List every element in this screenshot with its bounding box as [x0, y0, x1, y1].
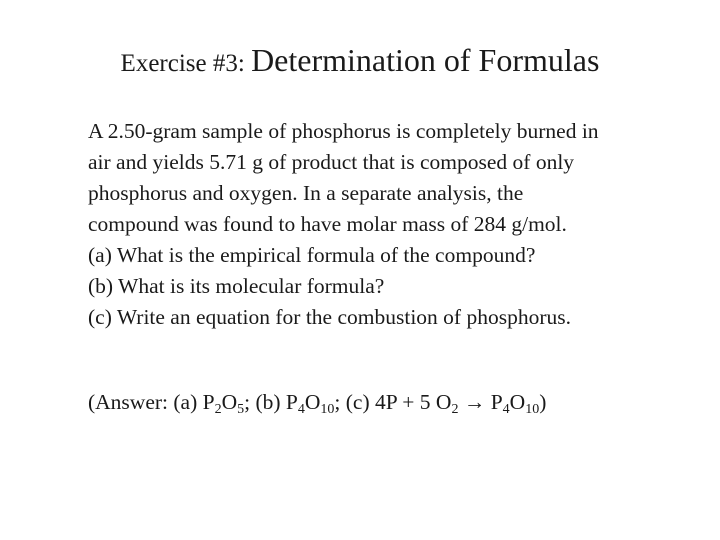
- formula-a: [202, 390, 245, 417]
- subscript: 2: [214, 402, 222, 417]
- answer-sep-b: ; (b): [244, 390, 286, 414]
- element: P: [285, 390, 298, 414]
- question-b: (b) What is its molecular formula?: [88, 274, 385, 298]
- problem-line: phosphorus and oxygen. In a separate analysis, the: [88, 181, 524, 205]
- title-prefix: Exercise #3:: [120, 50, 252, 77]
- arrow-icon: →: [458, 390, 491, 414]
- title-main: Determination of Formulas: [251, 42, 600, 78]
- problem-line: air and yields 5.71 g of product that is composed of only: [88, 150, 575, 174]
- answer-sep-c: ; (c) 4P + 5 O: [334, 390, 452, 414]
- element: P: [490, 390, 503, 414]
- slide-title: [0, 38, 720, 89]
- answer-open: (Answer: (a): [88, 390, 203, 414]
- answer-line: [88, 386, 546, 418]
- question-a: (a) What is the empirical formula of the compound?: [88, 243, 536, 267]
- o2-subscript: 2: [451, 402, 459, 417]
- subscript: 5: [237, 402, 245, 417]
- subscript: 4: [502, 402, 510, 417]
- element: O: [304, 390, 321, 414]
- answer-close: ): [539, 390, 547, 414]
- element: O: [509, 390, 526, 414]
- element: P: [202, 390, 215, 414]
- question-c: (c) Write an equation for the combustion of phosphorus.: [88, 305, 571, 329]
- problem-line: compound was found to have molar mass of 284 g/mol.: [88, 212, 567, 236]
- element: O: [221, 390, 238, 414]
- problem-text: [88, 116, 698, 333]
- subscript: 10: [525, 402, 540, 417]
- formula-c-product: [490, 390, 540, 417]
- subscript: 10: [320, 402, 335, 417]
- subscript: 4: [297, 402, 305, 417]
- problem-line: A 2.50-gram sample of phosphorus is completely burned in: [88, 119, 599, 143]
- formula-b: [285, 390, 335, 417]
